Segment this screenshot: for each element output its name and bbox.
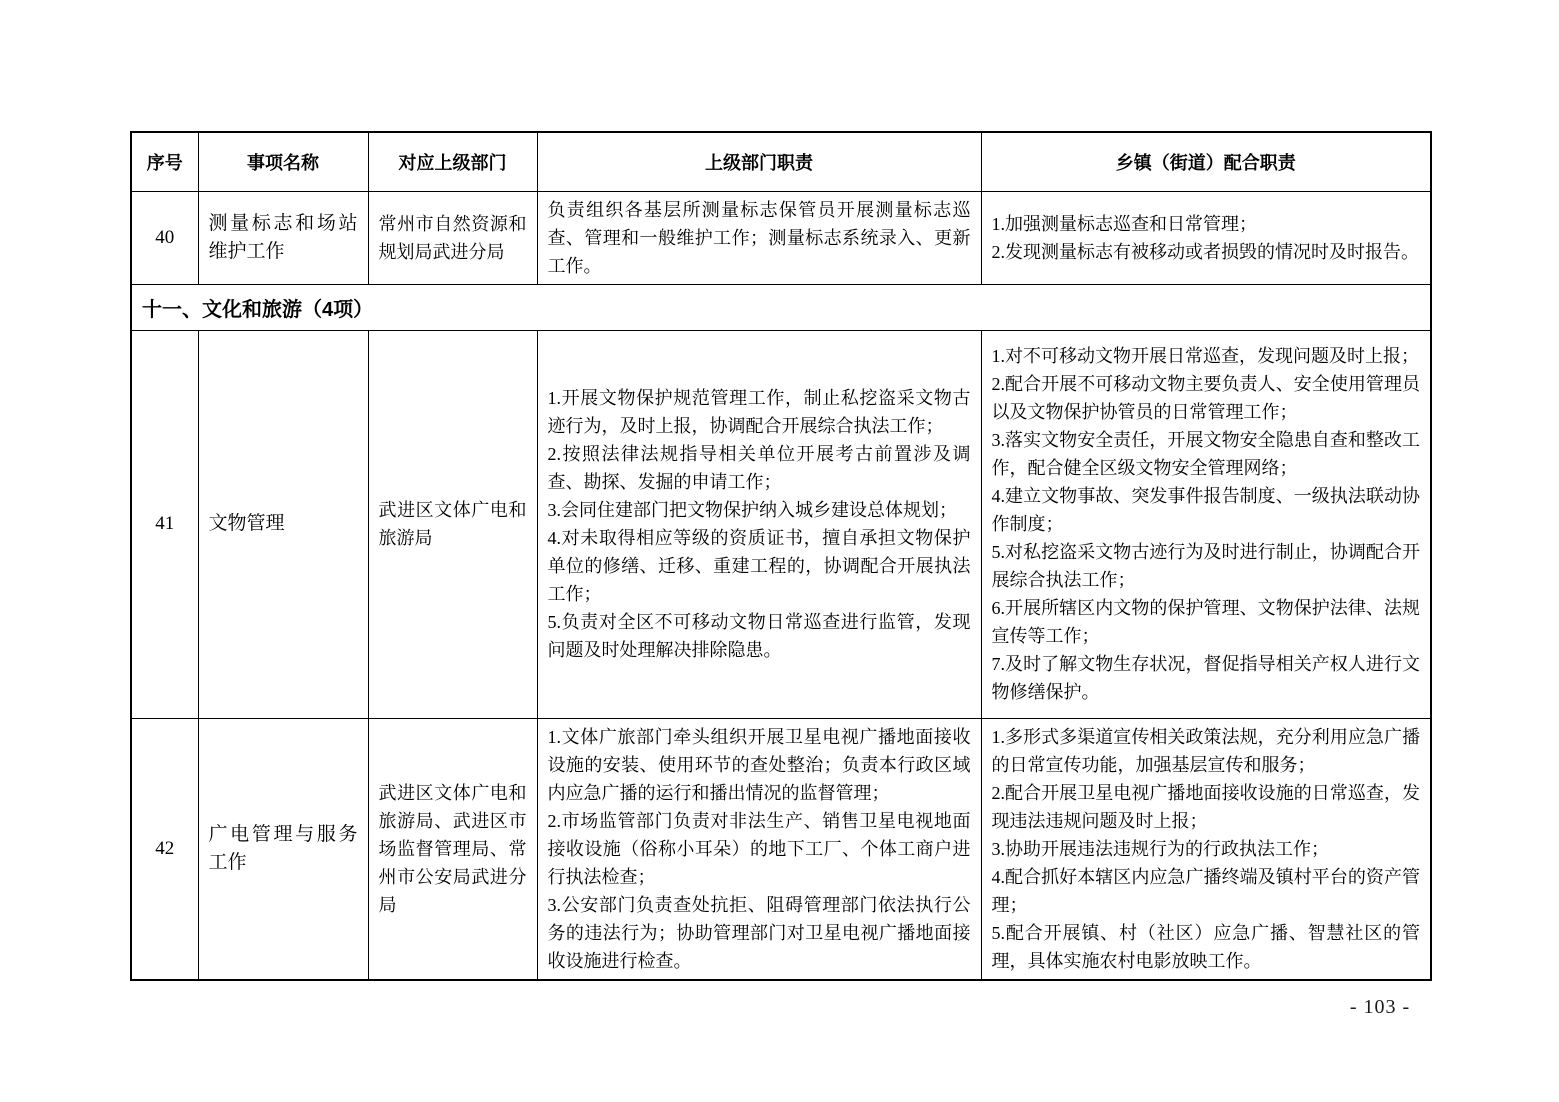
page-number: - 103 - [1349,996,1411,1018]
superior-duties-cell [537,718,981,980]
column-header-dept: 对应上级部门 [368,132,537,191]
duty-item: 3.落实文物安全责任，开展文物安全隐患自查和整改工作，配合健全区级文物安全管理网络； [991,430,1420,478]
township-duties-cell [981,718,1431,980]
column-header-seq: 序号 [131,132,198,191]
superior-duties-cell [537,330,981,718]
duty-item: 5.负责对全区不可移动文物日常巡查进行监管，发现问题及时处理解决排除隐患。 [547,612,971,660]
duty-item: 1.对不可移动文物开展日常巡查，发现问题及时上报； [991,346,1419,366]
column-header-superior-duties: 上级部门职责 [537,132,981,191]
duty-item: 4.建立文物事故、突发事件报告制度、一级执法联动协作制度； [991,486,1420,534]
table-row [131,718,1431,980]
duty-item: 1.多形式多渠道宣传相关政策法规，充分利用应急广播的日常宣传功能，加强基层宣传和服务； [991,726,1420,775]
dept-cell: 武进区文体广电和旅游局、武进区市场监督管理局、常州市公安局武进分局 [368,718,537,980]
duty-item: 2.配合开展不可移动文物主要负责人、安全使用管理员以及文物保护协管员的日常管理工作； [991,374,1420,422]
table-row [131,191,1431,284]
duty-item: 1.文体广旅部门牵头组织开展卫星电视广播地面接收设施的安装、使用环节的查处整治；负责本行政区域内应急广播的运行和播出情况的监督管理； [547,726,971,803]
column-header-name: 事项名称 [198,132,368,191]
duty-item: 负责组织各基层所测量标志保管员开展测量标志巡查、管理和一般维护工作；测量标志系统录入、更新工作。 [547,199,971,276]
duty-item: 2.配合开展卫星电视广播地面接收设施的日常巡查，发现违法违规问题及时上报； [991,782,1420,831]
duty-item: 3.会同住建部门把文物保护纳入城乡建设总体规划； [547,500,957,520]
duty-item: 1.开展文物保护规范管理工作，制止私挖盗采文物古迹行为，及时上报，协调配合开展综合执法工作； [547,388,971,436]
section-title: 十一、文化和旅游（4项） [131,284,1431,330]
duty-item: 1.加强测量标志巡查和日常管理； [991,213,1257,234]
duty-item: 3.公安部门负责查处抗拒、阻碍管理部门依法执行公务的违法行为；协助管理部门对卫星电视广播地面接收设施进行检查。 [547,894,971,971]
table-header-row [131,132,1431,191]
township-duties-cell [981,330,1431,718]
section-header-row [131,284,1431,330]
superior-duties-cell [537,191,981,284]
seq-cell: 42 [131,718,198,980]
duty-item: 4.配合抓好本辖区内应急广播终端及镇村平台的资产管理； [991,866,1420,915]
dept-cell: 常州市自然资源和规划局武进分局 [368,191,537,284]
table-row [131,330,1431,718]
duty-item: 5.配合开展镇、村（社区）应急广播、智慧社区的管理，具体实施农村电影放映工作。 [991,922,1420,971]
township-duties-cell [981,191,1431,284]
duty-item: 5.对私挖盗采文物古迹行为及时进行制止，协调配合开展综合执法工作； [991,542,1420,590]
duty-item: 3.协助开展违法违规行为的行政执法工作； [991,838,1329,859]
item-name-cell: 广电管理与服务工作 [198,718,368,980]
seq-cell: 41 [131,330,198,718]
duty-item: 2.发现测量标志有被移动或者损毁的情况时及时报告。 [991,241,1419,262]
duty-item: 6.开展所辖区内文物的保护管理、文物保护法律、法规宣传等工作； [991,598,1420,646]
duty-item: 2.市场监管部门负责对非法生产、销售卫星电视地面接收设施（俗称小耳朵）的地下工厂、个体工商户进行执法检查； [547,810,971,887]
duty-item: 2.按照法律法规指导相关单位开展考古前置涉及调查、勘探、发掘的申请工作； [547,444,971,492]
item-name-cell: 文物管理 [198,330,368,718]
duty-table [130,131,1432,981]
dept-cell: 武进区文体广电和旅游局 [368,330,537,718]
column-header-township-duties: 乡镇（街道）配合职责 [981,132,1431,191]
seq-cell: 40 [131,191,198,284]
duty-item: 7.及时了解文物生存状况，督促指导相关产权人进行文物修缮保护。 [991,654,1420,702]
duty-item: 4.对未取得相应等级的资质证书，擅自承担文物保护单位的修缮、迁移、重建工程的，协调配合开展执法工作； [547,528,971,604]
item-name-cell: 测量标志和场站维护工作 [198,191,368,284]
